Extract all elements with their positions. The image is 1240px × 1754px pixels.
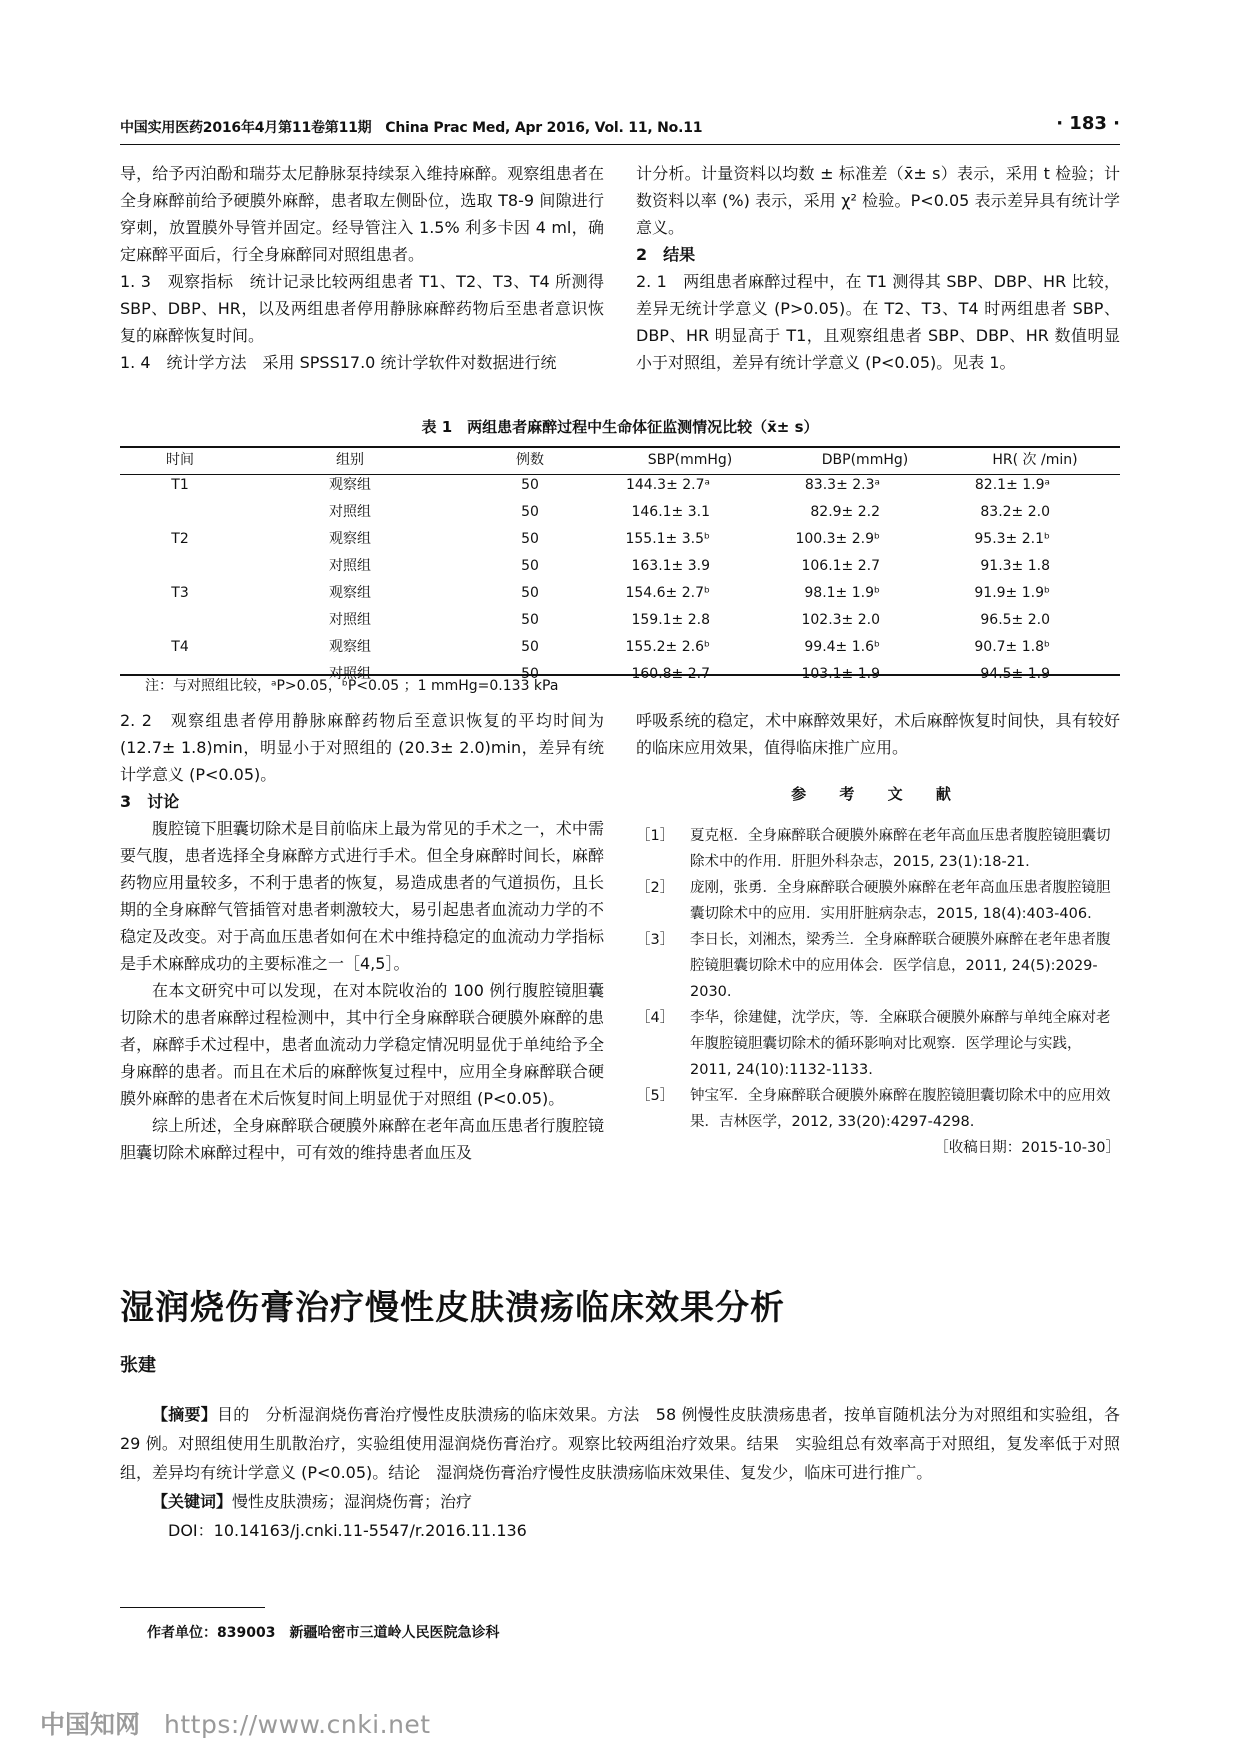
reference-item (636, 1005, 1120, 1083)
paragraph-conclusion: 呼吸系统的稳定，术中麻醉效果好，术后麻醉恢复时间快，具有较好的临床应用效果，值得临床推广应用。 (636, 711, 1120, 757)
reference-text: 李华，徐建健，沈学庆，等．全麻联合硬膜外麻醉与单纯全麻对老年腹腔镜胆囊切除术的循环影响对比观察．医学理论与实践，2011, 24(10):1132-1133. (690, 1010, 1111, 1078)
paragraph-result-2-2: 2. 2 观察组患者停用静脉麻醉药物后至意识恢复的平均时间为 (12.7± 1.8)min，明显小于对照组的 (20.3± 2.0)min，差异有统计学意义 (P<0.05)。 (120, 711, 604, 784)
footnote-rule (120, 1607, 265, 1608)
table-header-cell: SBP(mmHg) (647, 452, 733, 468)
reference-number: ［2］ (636, 880, 675, 896)
table-header-row (120, 448, 1120, 472)
table-cell: 103.1± 1.9 (801, 666, 880, 682)
table-cell: T1 (171, 477, 189, 493)
table-cell: 对照组 (329, 612, 371, 628)
table-cell: 对照组 (329, 666, 371, 682)
table-cell: 160.8± 2.7 (631, 666, 710, 682)
table-cell (120, 499, 240, 526)
table-header-cell: 组别 (336, 452, 364, 468)
table-caption: 表 1 两组患者麻醉过程中生命体征监测情况比较（x̄± s） (421, 418, 819, 436)
reference-item (636, 823, 1120, 875)
table-cell: 96.5± 2.0 (980, 612, 1050, 628)
reference-text: 夏克枢．全身麻醉联合硬膜外麻醉在老年高血压患者腹腔镜胆囊切除术中的作用．肝胆外科杂志，2015, 23(1):18-21. (690, 828, 1111, 870)
table-cell: 94.5± 1.9 (980, 666, 1050, 682)
table-header-rule (120, 474, 1120, 475)
table-row (120, 472, 1120, 499)
table-cell: 50 (521, 477, 539, 493)
table-header-cell: DBP(mmHg) (821, 452, 909, 468)
table-cell: 50 (521, 558, 539, 574)
reference-item (636, 1083, 1120, 1135)
table-row (120, 580, 1120, 607)
right-column-bottom (636, 707, 1120, 761)
table-cell: 144.3± 2.7ᵃ (625, 477, 710, 493)
table-cell: T2 (171, 531, 189, 547)
table-header-cell: HR( 次 /min) (992, 452, 1078, 468)
table-1 (120, 448, 1120, 688)
paragraph-result-2-1: 2. 1 两组患者麻醉过程中，在 T1 测得其 SBP、DBP、HR 比较，差异无统计学意义 (P>0.05)。在 T2、T3、T4 时两组患者 SBP、DBP、HR 明显高于 T1，且观察组患者 SBP、DBP、HR 数值明显小于对照组，差异有统计学意义 (P<0.05)。见表 1。 (636, 272, 1120, 372)
paragraph-discussion-1: 腹腔镜下胆囊切除术是目前临床上最为常见的手术之一，术中需要气腹，患者选择全身麻醉方式进行手术。但全身麻醉时间长，麻醉药物应用量较多，不利于患者的恢复，易造成患者的气道损伤，且长期的全身麻醉气管插管对患者刺激较大，易引起患者血流动力学的不稳定及改变。对于高血压患者如何在术中维持稳定的血流动力学指标是手术麻醉成功的主要标准之一［4,5］。 (120, 819, 604, 973)
table-cell: 159.1± 2.8 (631, 612, 710, 628)
table-cell (120, 607, 240, 634)
reference-item (636, 927, 1120, 1005)
paragraph-statistics: 1. 4 统计学方法 采用 SPSS17.0 统计学软件对数据进行统 (120, 353, 557, 372)
table-cell: 50 (521, 612, 539, 628)
paragraph-discussion-2: 在本文研究中可以发现，在对本院收治的 100 例行腹腔镜胆囊切除术的患者麻醉过程检测中，其中行全身麻醉联合硬膜外麻醉的患者，麻醉手术过程中，患者血流动力学稳定情况明显优于单纯给予全身麻醉的患者。而且在术后的麻醉恢复过程中，应用全身麻醉联合硬膜外麻醉的患者在术后恢复时间上明显优于对照组 (P<0.05)。 (120, 981, 604, 1108)
table-cell: 91.9± 1.9ᵇ (974, 585, 1050, 601)
watermark-url: https://www.cnki.net (164, 1710, 431, 1739)
table-row (120, 499, 1120, 526)
table-cell: 83.3± 2.3ᵃ (804, 477, 880, 493)
left-column-top (120, 160, 604, 376)
table-cell: 50 (521, 639, 539, 655)
keywords-label: 【关键词】 (152, 1492, 233, 1511)
table-cell: 102.3± 2.0 (801, 612, 880, 628)
received-date: ［收稿日期：2015-10-30］ (934, 1140, 1120, 1156)
journal-info: 中国实用医药2016年4月第11卷第11期 China Prac Med, Apr 2016, Vol. 11, No.11 (120, 120, 703, 136)
abstract-label: 【摘要】 (152, 1405, 218, 1424)
table-cell: 90.7± 1.8ᵇ (974, 639, 1050, 655)
table-cell: 观察组 (329, 585, 371, 601)
paragraph: 计分析。计量资料以均数 ± 标准差（x̄± s）表示，采用 t 检验；计数资料以率 (%) 表示，采用 χ² 检验。P<0.05 表示差异具有统计学意义。 (636, 164, 1120, 237)
table-note: 注：与对照组比较，ᵃP>0.05，ᵇP<0.05 ；1 mmHg=0.133 kPa (145, 678, 559, 694)
section-heading-discussion: 3 讨论 (120, 792, 180, 811)
references-heading: 参 考 文 献 (791, 785, 965, 803)
running-head (120, 113, 1120, 141)
table-cell: 100.3± 2.9ᵇ (795, 531, 880, 547)
reference-number: ［1］ (636, 828, 675, 844)
table-row (120, 634, 1120, 661)
section-heading-results: 2 结果 (636, 245, 696, 264)
table-row (120, 526, 1120, 553)
table-cell: 对照组 (329, 558, 371, 574)
reference-text: 庞刚，张勇．全身麻醉联合硬膜外麻醉在老年高血压患者腹腔镜胆囊切除术中的应用．实用肝脏病杂志，2015, 18(4):403-406. (690, 880, 1111, 922)
reference-item (636, 875, 1120, 927)
reference-number: ［5］ (636, 1088, 675, 1104)
table-cell: 91.3± 1.8 (980, 558, 1050, 574)
table-cell: 82.9± 2.2 (810, 504, 880, 520)
reference-number: ［4］ (636, 1010, 675, 1026)
references (636, 773, 1120, 1161)
table-header-cell: 例数 (516, 452, 544, 468)
table-cell: 106.1± 2.7 (801, 558, 880, 574)
table-cell: 观察组 (329, 531, 371, 547)
table-cell: 50 (521, 504, 539, 520)
table-cell: 50 (521, 666, 539, 682)
table-cell: T4 (171, 639, 189, 655)
paragraph-discussion-3: 综上所述，全身麻醉联合硬膜外麻醉在老年高血压患者行腹腔镜胆囊切除术麻醉过程中，可有效的维持患者血压及 (120, 1116, 604, 1162)
cnki-watermark (40, 1705, 431, 1741)
table-cell: 50 (521, 585, 539, 601)
table-row (120, 553, 1120, 580)
table-cell: 163.1± 3.9 (631, 558, 710, 574)
author-affiliation: 作者单位：839003 新疆哈密市三道岭人民医院急诊科 (147, 1625, 500, 1641)
page-number: · 183 · (1056, 113, 1120, 134)
reference-text: 钟宝军．全身麻醉联合硬膜外麻醉在腹腔镜胆囊切除术中的应用效果．吉林医学，2012, 33(20):4297-4298. (690, 1088, 1111, 1130)
abstract-block (120, 1400, 1120, 1545)
table-cell: 154.6± 2.7ᵇ (625, 585, 710, 601)
abstract-text: 目的 分析湿润烧伤膏治疗慢性皮肤溃疡的临床效果。方法 58 例慢性皮肤溃疡患者，按单盲随机法分为对照组和实验组，各 29 例。对照组使用生肌散治疗，实验组使用湿润烧伤膏治疗。观察比较两组治疗效果。结果 实验组总有效率高于对照组，复发率低于对照组，差异均有统计学意义 (P<0.05)。结论 湿润烧伤膏治疗慢性皮肤溃疡临床效果佳、复发少，临床可进行推广。 (120, 1405, 1120, 1482)
table-cell: 95.3± 2.1ᵇ (974, 531, 1050, 547)
table-cell: 155.1± 3.5ᵇ (625, 531, 710, 547)
table-cell: 观察组 (329, 639, 371, 655)
left-column-bottom (120, 707, 604, 1166)
right-column-top (636, 160, 1120, 376)
table-cell: 155.2± 2.6ᵇ (625, 639, 710, 655)
table-cell: 146.1± 3.1 (631, 504, 710, 520)
table-cell (120, 553, 240, 580)
reference-text: 李日长，刘湘杰，梁秀兰．全身麻醉联合硬膜外麻醉在老年患者腹腔镜胆囊切除术中的应用体会．医学信息，2011, 24(5):2029-2030. (690, 932, 1111, 1000)
keywords-text: 慢性皮肤溃疡；湿润烧伤膏；治疗 (232, 1492, 473, 1511)
table-header-cell: 时间 (166, 452, 194, 468)
paragraph: 导，给予丙泊酚和瑞芬太尼静脉泵持续泵入维持麻醉。观察组患者在全身麻醉前给予硬膜外麻醉，患者取左侧卧位，选取 T8-9 间隙进行穿刺，放置膜外导管并固定。经导管注入 1.5% 利多卡因 4 ml，确定麻醉平面后，行全身麻醉同对照组患者。 (120, 164, 604, 264)
table-cell: 99.4± 1.6ᵇ (804, 639, 880, 655)
header-rule (120, 144, 1120, 145)
table-cell: 对照组 (329, 504, 371, 520)
article-author: 张建 (120, 1355, 156, 1376)
doi: DOI：10.14163/j.cnki.11-5547/r.2016.11.136 (168, 1521, 527, 1540)
watermark-brand: 中国知网 (40, 1710, 141, 1739)
table-cell: T3 (171, 585, 189, 601)
table-cell: 98.1± 1.9ᵇ (804, 585, 880, 601)
article-title: 湿润烧伤膏治疗慢性皮肤溃疡临床效果分析 (120, 1288, 785, 1328)
table-row (120, 607, 1120, 634)
table-cell: 50 (521, 531, 539, 547)
reference-number: ［3］ (636, 932, 675, 948)
table-cell: 82.1± 1.9ᵃ (974, 477, 1050, 493)
table-cell: 83.2± 2.0 (980, 504, 1050, 520)
table-cell: 观察组 (329, 477, 371, 493)
paragraph-observation: 1. 3 观察指标 统计记录比较两组患者 T1、T2、T3、T4 所测得 SBP、DBP、HR，以及两组患者停用静脉麻醉药物后至患者意识恢复的麻醉恢复时间。 (120, 272, 604, 345)
